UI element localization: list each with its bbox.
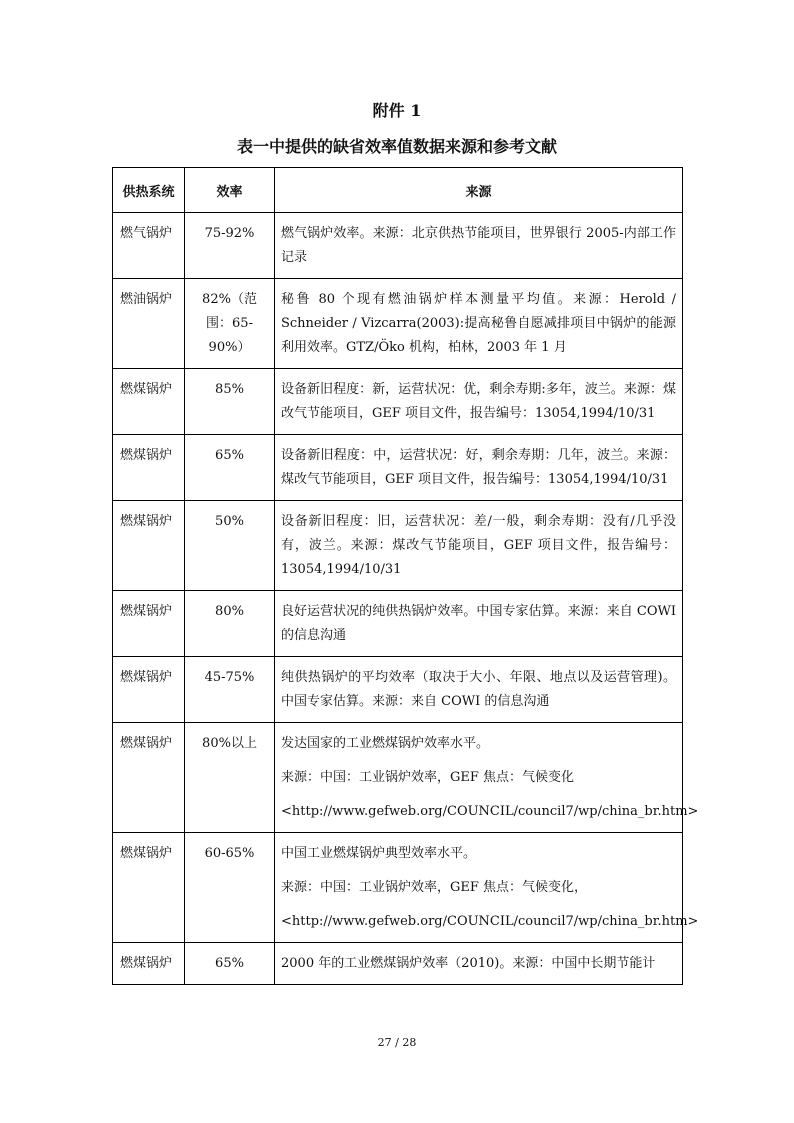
efficiency-cell: 45-75%	[185, 657, 275, 723]
table-row	[113, 501, 683, 591]
heating-system-cell: 燃气锅炉	[113, 213, 185, 279]
header-heating-system: 供热系统	[113, 168, 185, 213]
efficiency-reference-table	[112, 167, 699, 985]
source-paragraph: 发达国家的工业燃煤锅炉效率水平。	[281, 736, 490, 751]
source-paragraph: 设备新旧程度：旧，运营状况：差/一般，剩余寿期：没有/几乎没有，波兰。来源：煤改气节能项目，GEF 项目文件，报告编号：13054,1994/10/31	[281, 514, 676, 577]
source-cell	[275, 213, 683, 279]
heating-system-cell: 燃煤锅炉	[113, 501, 185, 591]
source-cell	[275, 833, 699, 943]
efficiency-cell: 65%	[185, 943, 275, 985]
heating-system-cell: 燃油锅炉	[113, 279, 185, 369]
source-cell	[275, 657, 683, 723]
source-paragraph: 设备新旧程度：新，运营状况：优，剩余寿期:多年，波兰。来源：煤改气节能项目，GEF 项目文件，报告编号：13054,1994/10/31	[281, 382, 676, 421]
source-paragraph: 燃气锅炉效率。来源：北京供热节能项目，世界银行 2005-内部工作记录	[281, 226, 676, 265]
source-cell	[275, 279, 683, 369]
table-row	[113, 435, 683, 501]
source-paragraph: 来源：中国：工业锅炉效率，GEF 焦点：气候变化，	[281, 880, 588, 895]
heating-system-cell: 燃煤锅炉	[113, 435, 185, 501]
annex-heading: 附件 1	[372, 101, 422, 120]
source-paragraph: 来源：中国：工业锅炉效率，GEF 焦点：气候变化	[281, 770, 575, 785]
efficiency-cell: 75-92%	[185, 213, 275, 279]
page-number: 27 / 28	[377, 1036, 417, 1049]
heating-system-cell: 燃煤锅炉	[113, 833, 185, 943]
heating-system-cell: 燃煤锅炉	[113, 369, 185, 435]
efficiency-cell: 65%	[185, 435, 275, 501]
heating-system-cell: 燃煤锅炉	[113, 591, 185, 657]
table-row	[113, 657, 683, 723]
header-efficiency: 效率	[185, 168, 275, 213]
efficiency-cell: 80%以上	[185, 723, 275, 833]
efficiency-cell: 85%	[185, 369, 275, 435]
table-row	[113, 833, 683, 943]
table-row	[113, 369, 683, 435]
source-cell	[275, 591, 683, 657]
table-row	[113, 591, 683, 657]
heating-system-cell: 燃煤锅炉	[113, 943, 185, 985]
source-cell	[275, 943, 683, 985]
efficiency-cell: 60-65%	[185, 833, 275, 943]
source-paragraph: 良好运营状况的纯供热锅炉效率。中国专家估算。来源：来自 COWI 的信息沟通	[281, 604, 676, 643]
source-paragraph: <http://www.gefweb.org/COUNCIL/council7/wp/china_br.htm>	[281, 804, 699, 819]
efficiency-cell: 50%	[185, 501, 275, 591]
efficiency-cell: 80%	[185, 591, 275, 657]
efficiency-cell: 82%（范围：65-90%）	[185, 279, 275, 369]
table-title: 表一中提供的缺省效率值数据来源和参考文献	[236, 137, 557, 156]
heating-system-cell: 燃煤锅炉	[113, 657, 185, 723]
table-row	[113, 723, 683, 833]
header-source: 来源	[275, 168, 683, 213]
source-paragraph: 中国工业燃煤锅炉典型效率水平。	[281, 846, 477, 861]
source-paragraph: 2000 年的工业燃煤锅炉效率（2010)。来源：中国中长期节能计	[281, 956, 656, 971]
source-cell	[275, 369, 683, 435]
heating-system-cell: 燃煤锅炉	[113, 723, 185, 833]
source-cell	[275, 435, 683, 501]
table-row	[113, 279, 683, 369]
source-paragraph: 设备新旧程度：中，运营状况：好，剩余寿期：几年，波兰。来源：煤改气节能项目，GEF 项目文件，报告编号：13054,1994/10/31	[281, 448, 676, 487]
table-row	[113, 213, 683, 279]
source-paragraph: 纯供热锅炉的平均效率（取决于大小、年限、地点以及运营管理)。中国专家估算。来源：来自 COWI 的信息沟通	[281, 670, 676, 709]
table-row	[113, 943, 683, 985]
source-cell	[275, 501, 683, 591]
table-header-row	[113, 168, 683, 213]
source-paragraph: 秘鲁 80 个现有燃油锅炉样本测量平均值。来源：Herold / Schneider / Vizcarra(2003):提高秘鲁自愿减排项目中锅炉的能源利用效率。GTZ/Öko 机构，柏林，2003 年 1 月	[281, 292, 676, 355]
source-cell	[275, 723, 699, 833]
source-paragraph: <http://www.gefweb.org/COUNCIL/council7/wp/china_br.htm>	[281, 914, 699, 929]
